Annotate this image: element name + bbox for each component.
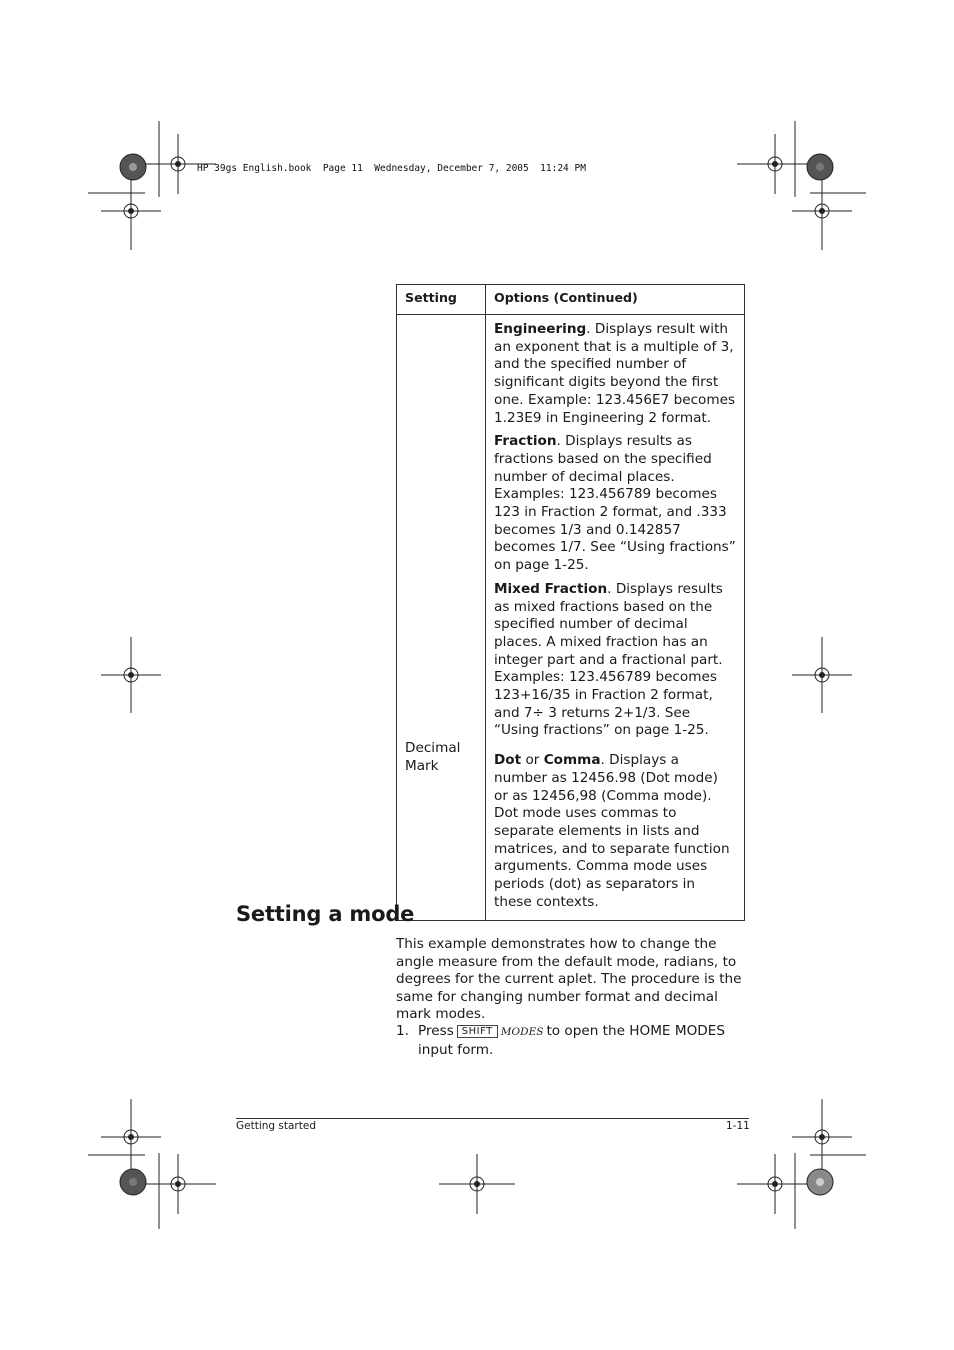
option-engineering [494,321,736,427]
table-header-row [397,285,745,315]
desc-engineering: . Displays result with an exponent that is a multiple of 3, and the specified number of significant digits beyond the first one. Example: 123.456E7 becomes 1.23E9 in Engineering 2 format. [494,321,736,426]
term-comma: Comma [543,752,601,769]
options-cell [486,315,745,921]
footer-chapter: Getting started [236,1120,316,1132]
option-mixed-fraction [494,581,736,740]
step-1 [396,1023,748,1059]
footer-rule [236,1118,749,1119]
intro-paragraph: This example demonstrates how to change the angle measure from the default mode, radians, to degrees for the current aplet. The procedure is the same for changing number format and decimal mark modes. [396,936,742,1023]
header-options: Options (Continued) [486,285,745,315]
desc-fraction: . Displays results as fractions based on the specified number of decimal places. Examples: 123.456789 becomes 123 in Fraction 2 format, and .333 becomes 1/3 and 0.142857 becomes 1/7. See “Using fractions” on page 1-25. [494,433,736,574]
section-title: Setting a mode [236,902,415,926]
footer-page-number: 1-11 [726,1120,750,1132]
options-table [396,284,745,921]
setting-cell [397,315,486,921]
shift-key-icon: SHIFT [457,1025,498,1038]
setting-decimal-mark: Decimal Mark [405,740,461,774]
term-mixed-fraction: Mixed Fraction [494,580,608,597]
step-number: 1. [396,1023,409,1039]
step-text [418,1023,748,1059]
table-row [397,315,745,921]
term-dot: Dot [494,752,522,769]
print-header: HP 39gs English.book Page 11 Wednesday, December 7, 2005 11:24 PM [197,163,586,174]
step-rest: to open the HOME MODES input form. [418,1023,725,1058]
term-fraction: Fraction [494,433,557,450]
option-decimal-mark [494,752,736,911]
desc-decimal-mark: . Displays a number as 12456.98 (Dot mode) or as 12456,98 (Comma mode). Dot mode uses commas to separate elements in lists and matrices, and to separate function arguments. Comma mode uses periods (dot) as separators in these contexts. [494,752,730,910]
header-setting: Setting [397,285,486,315]
modes-label: MODES [500,1026,544,1038]
option-fraction [494,433,736,575]
term-engineering: Engineering [494,321,587,337]
step-press: Press [418,1023,454,1039]
word-or: or [521,752,544,769]
desc-mixed-fraction: . Displays results as mixed fractions based on the specified number of decimal places. A mixed fraction has an integer part and a fractional part. Examples: 123.456789 becomes 123+16/35 in Fraction 2 format, and 7÷ 3 returns 2+1/3. See “Using fractions” on page 1-25. [494,580,723,739]
